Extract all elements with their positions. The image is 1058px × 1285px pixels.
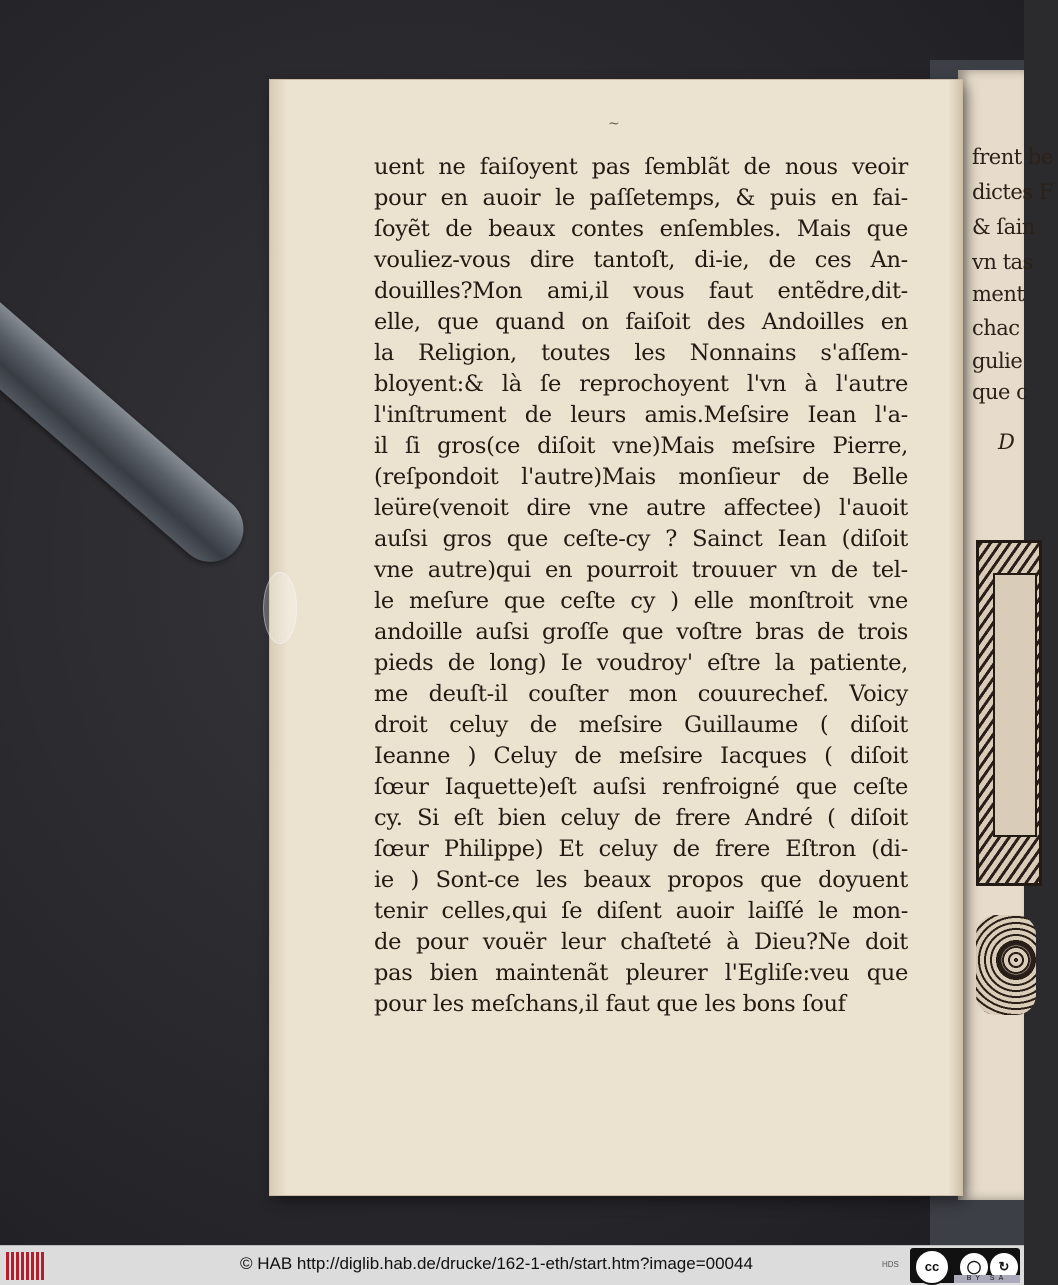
cc-license-badge[interactable] xyxy=(910,1248,1020,1283)
license-terms xyxy=(954,1275,1020,1283)
printer-ornament xyxy=(976,915,1036,1015)
text-line: me deuſt-il couſter mon couurechef. Voicy xyxy=(374,681,908,707)
facing-line: ment xyxy=(972,282,1025,306)
book-page xyxy=(270,80,962,1195)
woodcut-panel xyxy=(993,573,1037,837)
text-line: ſœur Iaquette)eſt auſsi renfroigné que ceſte xyxy=(374,774,908,800)
facing-line: dictes F xyxy=(972,180,1053,204)
facing-line: frent be xyxy=(972,145,1053,169)
text-line: la Religion, toutes les Nonnains s'aſſem- xyxy=(374,340,908,366)
facing-page xyxy=(958,70,1053,1200)
text-line: (reſpondoit l'autre)Mais monſieur de Belle xyxy=(374,464,908,490)
text-line: andoille auſsi groſſe que voſtre bras de trois xyxy=(374,619,908,645)
text-line: pour les meſchans,il faut que les bons ſouf xyxy=(374,991,846,1017)
footer-small-mark: HDS xyxy=(882,1260,899,1269)
hab-logo-icon xyxy=(6,1252,46,1280)
text-line: pour en auoir le paſſetemps, & puis en fai- xyxy=(374,185,908,211)
page-mark: ~ xyxy=(608,116,620,132)
license-sa: SA xyxy=(989,1275,1008,1282)
footer-bar xyxy=(0,1245,1024,1285)
text-line: tenir celles,qui ſe diſent auoir laiſſé le mon- xyxy=(374,898,908,924)
attribution-icon: ◯ xyxy=(958,1251,990,1283)
text-line: le meſure que ceſte cy ) elle monſtroit vne xyxy=(374,588,908,614)
text-line: droit celuy de meſsire Guillaume ( diſoit xyxy=(374,712,908,738)
facing-initial: D xyxy=(998,430,1015,454)
text-line: cy. Si eſt bien celuy de frere André ( diſoit xyxy=(374,805,908,831)
spatula-tip-reflection xyxy=(263,572,297,644)
text-line: douilles?Mon ami,il vous faut entẽdre,dit- xyxy=(374,278,908,304)
text-line: ie ) Sont-ce les beaux propos que doyuent xyxy=(374,867,908,893)
copyright-url[interactable]: © HAB http://diglib.hab.de/drucke/162-1-eth/start.htm?image=00044 xyxy=(240,1254,753,1273)
text-line: uent ne faiſoyent pas ſemblãt de nous veoir xyxy=(374,154,908,180)
text-line: de pour vouër leur chaſteté à Dieu?Ne doit xyxy=(374,929,908,955)
text-line: ſoyẽt de beaux contes enſembles. Mais que xyxy=(374,216,908,242)
share-alike-icon: ↻ xyxy=(988,1251,1020,1283)
cc-icon: cc xyxy=(914,1249,950,1285)
facing-line: que c xyxy=(972,380,1028,404)
text-line: Ieanne ) Celuy de meſsire Iacques ( diſoit xyxy=(374,743,908,769)
text-line: bloyent:& là ſe reprochoyent l'vn à l'autre xyxy=(374,371,908,397)
text-block xyxy=(374,152,908,1020)
text-line: pieds de long) Ie voudroy' eſtre la patiente, xyxy=(374,650,908,676)
facing-line: gulie xyxy=(972,349,1023,373)
text-line: vne autre)qui en pourroit trouuer vn de tel- xyxy=(374,557,908,583)
text-line: ſœur Philippe) Et celuy de frere Eſtron (di- xyxy=(374,836,908,862)
text-line: leüre(venoit dire vne autre affectee) l'auoit xyxy=(374,495,908,521)
text-line: pas bien maintenãt pleurer l'Egliſe:veu que xyxy=(374,960,908,986)
facing-line: chac xyxy=(972,316,1020,340)
text-line: il ſi gros(ce diſoit vne)Mais meſsire Pierre, xyxy=(374,433,908,459)
text-line: vouliez-vous dire tantoſt, di-ie, de ces An- xyxy=(374,247,908,273)
woodcut-illustration xyxy=(976,540,1042,886)
text-line: elle, que quand on faiſoit des Andoilles en xyxy=(374,309,908,335)
facing-line: & ſain xyxy=(972,215,1035,239)
text-line: auſsi gros que ceſte-cy ? Sainct Iean (diſoit xyxy=(374,526,908,552)
license-by: BY xyxy=(966,1275,984,1282)
facing-line: vn tas xyxy=(972,250,1033,274)
text-line: l'inſtrument de leurs amis.Meſsire Iean l'a- xyxy=(374,402,908,428)
